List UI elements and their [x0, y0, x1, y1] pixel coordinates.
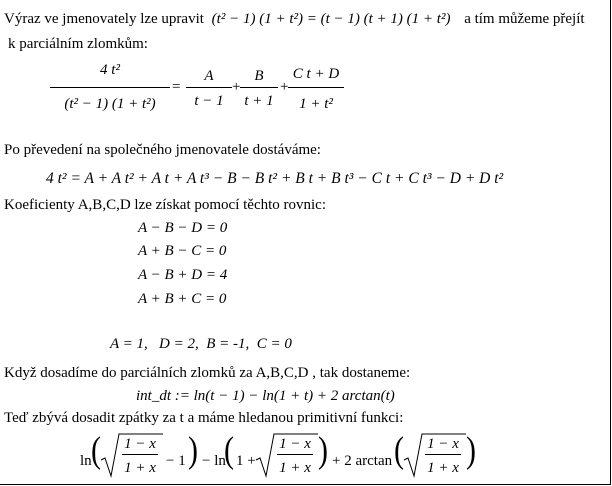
- b-denominator: t + 1: [244, 93, 274, 109]
- minus-ln: − ln: [202, 453, 226, 469]
- plus-sign-2: +: [280, 79, 289, 95]
- intro-text-before: Výraz ve jmenovately lze upravit: [4, 11, 204, 27]
- int-dt-equation: int_dt := ln(t − 1) − ln(1 + t) + 2 arctan(t): [136, 388, 395, 404]
- b-numerator: B: [254, 68, 264, 84]
- radicand-den-2: 1 + x: [279, 460, 311, 476]
- paren-open-2: (: [224, 429, 234, 471]
- intro-line-2: k parciálním zlomkům:: [8, 36, 148, 52]
- paren-open-3: (: [394, 429, 404, 471]
- c-fraction-bar: [288, 87, 344, 88]
- plus-two-arctan: + 2 arctan: [332, 453, 393, 469]
- radicand-bar-3: [425, 454, 461, 455]
- c-numerator: C t + D: [292, 66, 340, 82]
- radicand-num-1: 1 − x: [124, 436, 156, 452]
- one-plus: 1 +: [236, 453, 256, 469]
- plus-sign-1: +: [232, 79, 241, 95]
- section2-text: Po převedení na společného jmenovatele dostáváme:: [4, 142, 321, 158]
- intro-line: [4, 12, 585, 27]
- ln-1: ln: [80, 453, 92, 469]
- section4-text: Když dosadíme do parciálních zlomků za A,B,C,D , tak dostaneme:: [4, 365, 411, 381]
- radicand-bar-1: [122, 454, 158, 455]
- intro-text-after: a tím můžeme přejít: [464, 11, 585, 27]
- paren-close-1: ): [188, 429, 198, 471]
- intro-expression: (t² − 1) (1 + t²) = (t − 1) (t + 1) (1 + t²): [211, 11, 451, 27]
- a-denominator: t − 1: [194, 93, 224, 109]
- a-fraction-bar: [186, 87, 232, 88]
- radicand-den-1: 1 + x: [124, 460, 156, 476]
- lhs-denominator: (t² − 1) (1 + t²): [64, 96, 156, 112]
- radicand-num-2: 1 − x: [279, 436, 311, 452]
- lhs-numerator: 4 t²: [100, 62, 120, 78]
- paren-close-2: ): [318, 429, 328, 471]
- minus-one: − 1: [166, 453, 186, 469]
- coef-equation-4: A + B + C = 0: [138, 291, 227, 307]
- a-numerator: A: [204, 68, 214, 84]
- section5-text: Teď zbývá dosadit zpátky za t a máme hledanou primitivní funkci:: [4, 410, 404, 426]
- radicand-den-3: 1 + x: [427, 460, 459, 476]
- c-denominator: 1 + t²: [299, 96, 333, 112]
- expanded-equation: 4 t² = A + A t² + A t + A t³ − B − B t² + B t + B t³ − C t + C t³ − D + D t²: [46, 170, 504, 187]
- equals-sign: =: [172, 79, 181, 95]
- section3-text: Koeficienty A,B,C,D lze získat pomocí těchto rovnic:: [4, 197, 327, 213]
- coef-solution: A = 1, D = 2, B = -1, C = 0: [110, 336, 292, 352]
- radicand-bar-2: [277, 454, 313, 455]
- coef-equation-3: A − B + D = 4: [138, 267, 228, 283]
- lhs-fraction-bar: [50, 87, 170, 88]
- coef-equation-1: A − B − D = 0: [138, 220, 228, 236]
- coef-equation-2: A + B − C = 0: [138, 243, 227, 259]
- b-fraction-bar: [240, 87, 278, 88]
- radicand-num-3: 1 − x: [427, 436, 459, 452]
- paren-open-1: (: [91, 429, 101, 471]
- paren-close-3: ): [466, 429, 476, 471]
